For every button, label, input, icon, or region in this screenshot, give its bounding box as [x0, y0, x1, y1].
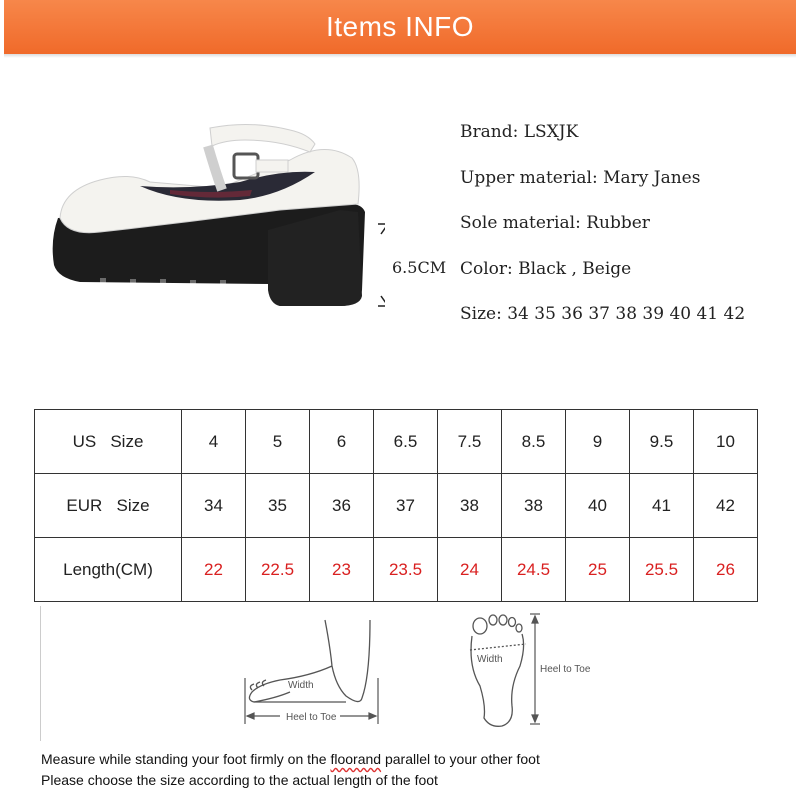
table-cell: 6: [310, 410, 374, 474]
foot-measure-diagram: [40, 606, 750, 746]
row-label-eur: EUR Size: [35, 474, 182, 538]
table-row-eur: [35, 474, 758, 538]
top-width-label: Width: [477, 654, 503, 665]
size-choice-note: Please choose the size according to the actual length of the foot: [41, 772, 438, 788]
table-cell: 37: [374, 474, 438, 538]
spec-brand: Brand: LSXJK: [460, 122, 579, 142]
table-cell: 24: [438, 538, 502, 602]
table-cell: 34: [182, 474, 246, 538]
measure-note: [41, 751, 540, 767]
table-cell: 41: [630, 474, 694, 538]
table-row-us: [35, 410, 758, 474]
table-cell: 26: [694, 538, 758, 602]
spec-upper-material: Upper material: Mary Janes: [460, 167, 701, 188]
items-info-banner: [4, 0, 796, 54]
table-cell: 9.5: [630, 410, 694, 474]
table-cell: 38: [502, 474, 566, 538]
table-cell: 23: [310, 538, 374, 602]
top-length-label: Heel to Toe: [540, 664, 591, 675]
spec-sole-material: Sole material: Rubber: [460, 213, 650, 233]
table-cell: 23.5: [374, 538, 438, 602]
row-label-us: US Size: [35, 410, 182, 474]
table-cell: 22: [182, 538, 246, 602]
spec-size: Size: 34 35 36 37 38 39 40 41 42: [460, 304, 746, 324]
table-cell: 4: [182, 410, 246, 474]
banner-title: Items INFO: [325, 11, 475, 42]
row-label-length: Length(CM): [35, 538, 182, 602]
table-cell: 42: [694, 474, 758, 538]
table-cell: 8.5: [502, 410, 566, 474]
table-cell: 9: [566, 410, 630, 474]
table-cell: 24.5: [502, 538, 566, 602]
measure-note-misspelled: floorand: [330, 751, 382, 767]
table-cell: 38: [438, 474, 502, 538]
size-chart-table: [34, 409, 758, 602]
measure-note-part3: parallel to your other foot: [381, 751, 540, 767]
measure-note-part1: Measure while standing your foot firmly on the: [41, 751, 331, 767]
foot-top-view-icon: [470, 615, 526, 726]
table-cell: 5: [246, 410, 310, 474]
heel-height-label: 6.5CM: [392, 258, 447, 277]
table-cell: 22.5: [246, 538, 310, 602]
table-cell: 10: [694, 410, 758, 474]
spec-color: Color: Black , Beige: [460, 258, 632, 279]
side-width-label: Width: [288, 680, 314, 691]
table-cell: 36: [310, 474, 374, 538]
table-cell: 25.5: [630, 538, 694, 602]
table-cell: 25: [566, 538, 630, 602]
mary-jane-shoe-image: [40, 100, 385, 315]
banner-divider: [4, 54, 796, 58]
table-cell: 7.5: [438, 410, 502, 474]
product-specs: [460, 118, 745, 346]
side-length-label: Heel to Toe: [286, 712, 337, 723]
table-cell: 40: [566, 474, 630, 538]
table-row-length: [35, 538, 758, 602]
table-cell: 35: [246, 474, 310, 538]
table-cell: 6.5: [374, 410, 438, 474]
